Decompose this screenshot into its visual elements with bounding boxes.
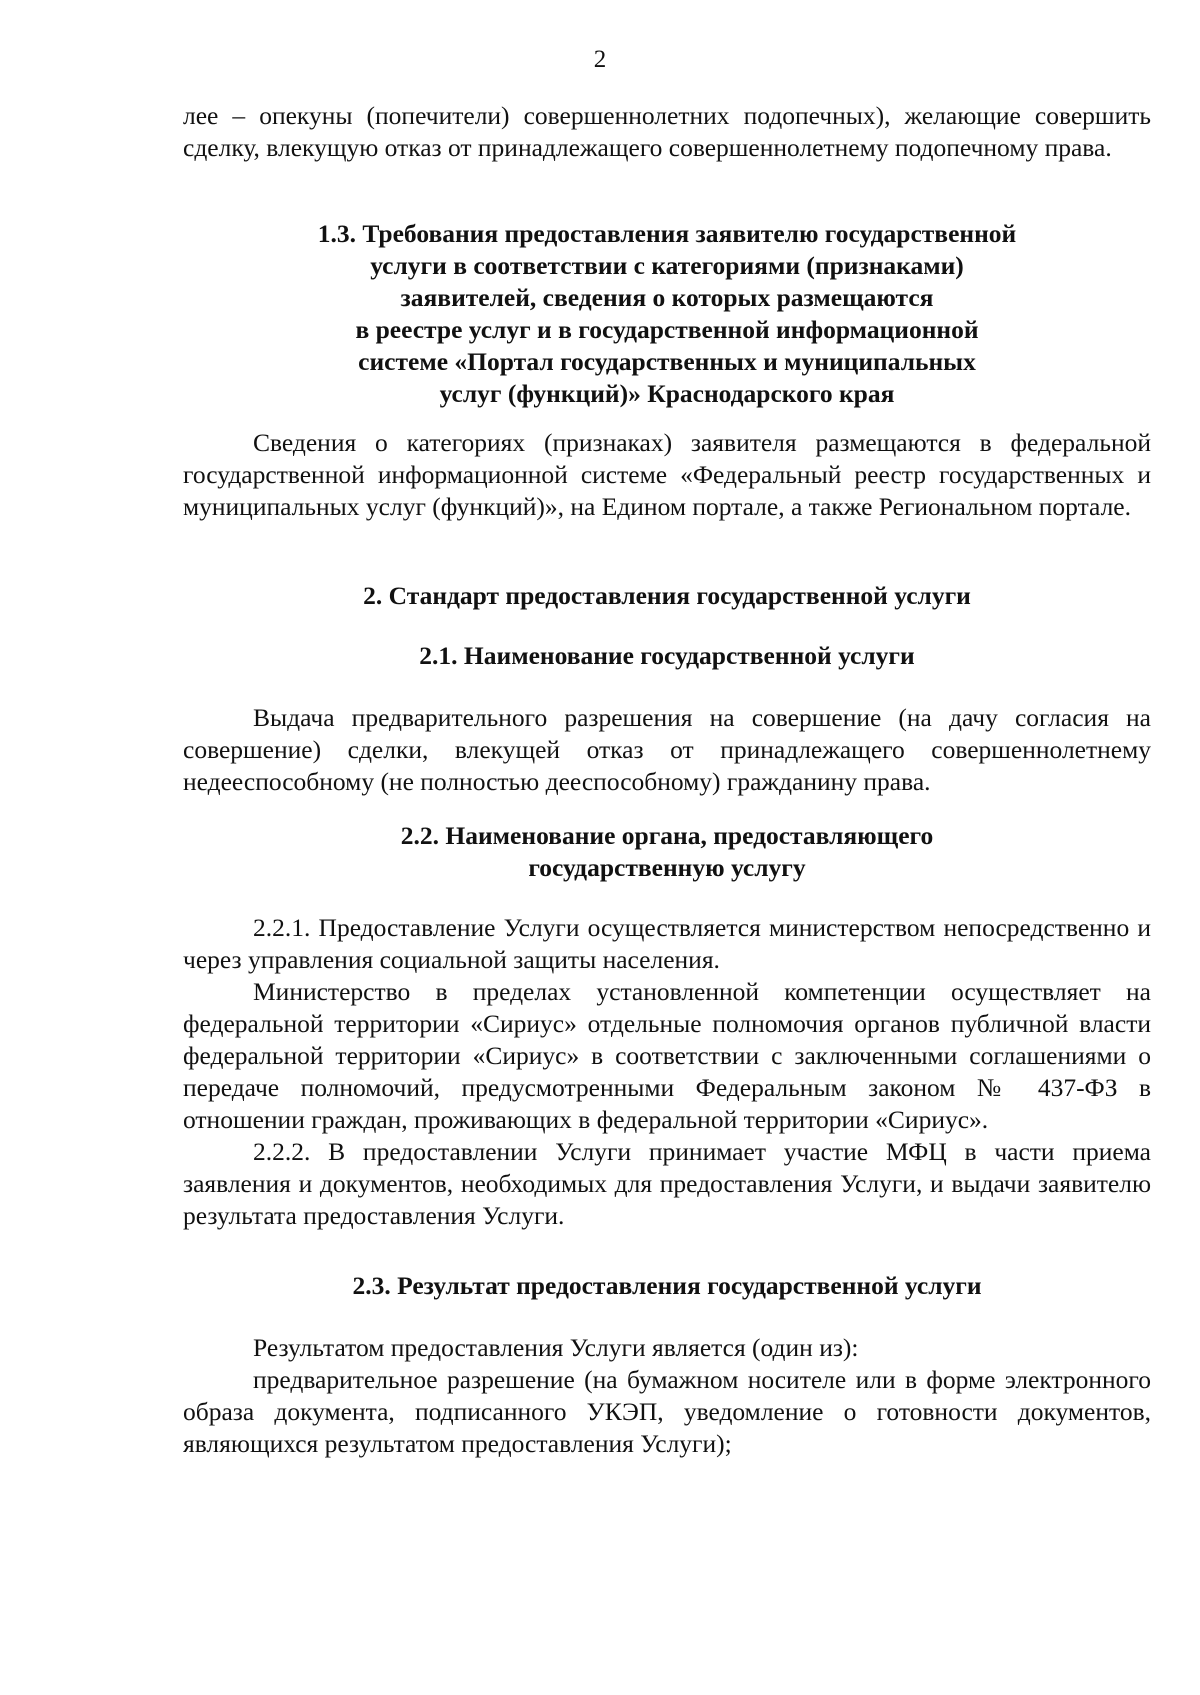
heading-line: 2. Стандарт предоставления государственной услуги [363, 581, 971, 610]
section-2-2-paragraph: 2.2.1. Предоставление Услуги осуществляется министерством непосредственно и через управления социальной защиты населения. [183, 913, 1151, 974]
section-1-3-heading [183, 218, 1151, 410]
section-2-3-heading [183, 1270, 1151, 1302]
section-2-1-body [183, 702, 1151, 798]
heading-line: 1.3. Требования предоставления заявителю государственной [317, 219, 1017, 248]
heading-line: в реестре услуг и в государственной информационной [355, 315, 979, 344]
intro-paragraph-block [183, 100, 1151, 164]
heading-line: системе «Портал государственных и муниципальных [358, 347, 976, 376]
section-1-3-body [183, 427, 1151, 523]
section-2-3-paragraph: Результатом предоставления Услуги является (один из): [253, 1333, 859, 1362]
heading-line: 2.1. Наименование государственной услуги [419, 641, 915, 670]
section-2-3-paragraph: предварительное разрешение (на бумажном носителе или в форме электронного образа документа, подписанного УКЭП, уведомление о готовности документов, являющихся результатом предоставления Услуги); [183, 1365, 1151, 1458]
heading-line: услуги в соответствии с категориями (признаками) [370, 251, 964, 280]
section-2-2-paragraph: 2.2.2. В предоставлении Услуги принимает участие МФЦ в части приема заявления и документов, необходимых для предоставления Услуги, и выдачи заявителю результата предоставления Услуги. [183, 1137, 1151, 1230]
section-2-2-paragraph: Министерство в пределах установленной компетенции осуществляет на федеральной территории «Сириус» отдельные полномочия органов публичной власти федеральной территории «Сириус» в соответствии с заключенными соглашениями о передаче полномочий, предусмотренными Федеральным законом № 437-ФЗ в отношении граждан, проживающих в федеральной территории «Сириус». [183, 977, 1151, 1134]
heading-line: услуг (функций)» Краснодарского края [439, 379, 895, 408]
section-2-1-paragraph: Выдача предварительного разрешения на совершение (на дачу согласия на совершение) сделки, влекущей отказ от принадлежащего совершеннолетнему недееспособному (не полностью дееспособному) гражданину права. [183, 703, 1151, 796]
section-2-2-body [183, 912, 1151, 1232]
section-1-3-paragraph: Сведения о категориях (признаках) заявителя размещаются в федеральной государственной информационной системе «Федеральный реестр государственных и муниципальных услуг (функций)», на Едином портале, а также Региональном портале. [183, 428, 1151, 521]
page-number: 2 [593, 46, 607, 73]
heading-line: 2.3. Результат предоставления государственной услуги [352, 1271, 982, 1300]
section-2-3-body [183, 1332, 1151, 1460]
heading-line: 2.2. Наименование органа, предоставляющего [400, 821, 934, 850]
heading-line: государственную услугу [528, 853, 806, 882]
heading-line: заявителей, сведения о которых размещаются [400, 283, 934, 312]
section-2-2-heading [183, 820, 1151, 884]
section-2-1-heading [183, 640, 1151, 672]
intro-paragraph: лее – опекуны (попечители) совершеннолетних подопечных), желающие совершить сделку, влекущую отказ от принадлежащего совершеннолетнему подопечному права. [183, 101, 1151, 162]
section-2-heading [183, 580, 1151, 612]
